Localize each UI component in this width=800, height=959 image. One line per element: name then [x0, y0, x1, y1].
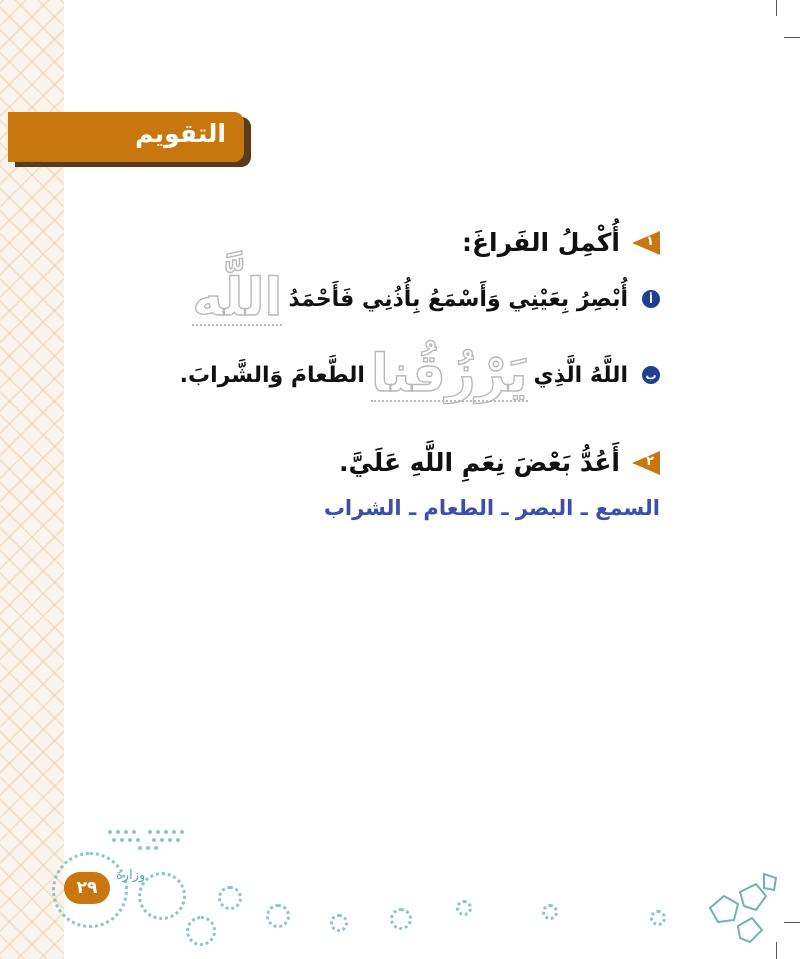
item-a-text: أُبْصِرُ بِعَيْنِي وَأَسْمَعُ بِأُذُنِي فَأَحْمَدُ: [288, 286, 628, 312]
ministry-label: وزارة: [116, 868, 146, 883]
geometric-pattern-icon: [700, 868, 780, 948]
question-1-item-a: [186, 268, 660, 328]
rosette-icon: [218, 886, 242, 910]
ministry-logo-icon: [100, 826, 200, 858]
rosette-icon: [330, 914, 348, 932]
crop-mark: [784, 922, 800, 923]
item-b-text-before: اللَّهُ الَّذِي: [533, 362, 628, 388]
item-b-text-after: الطَّعامَ وَالشَّرابَ.: [179, 362, 365, 388]
question-2-answer: [324, 496, 660, 520]
question-number: ٢: [646, 453, 654, 469]
question-number: ١: [646, 233, 654, 249]
rosette-icon: [542, 904, 558, 920]
question-1-heading: [462, 228, 660, 257]
rosette-icon: [456, 900, 472, 916]
question-1-title: أُكْمِلُ الفَراغَ:: [461, 228, 620, 257]
question-2-title: أَعُدُّ بَعْضَ نِعَمِ اللَّهِ عَلَيَّ.: [338, 448, 620, 477]
rosette-icon: [266, 904, 290, 928]
section-title: التقويم: [135, 119, 226, 148]
item-badge: أ: [642, 290, 660, 308]
rosette-icon: [650, 910, 666, 926]
handwritten-answer: السمع ـ البصر ـ الطعام ـ الشراب: [323, 496, 660, 520]
question-1-item-b: [179, 344, 660, 404]
rosette-icon: [186, 916, 216, 946]
question-2-heading: [339, 448, 660, 477]
rosette-icon: [390, 908, 412, 930]
crop-mark: [776, 0, 777, 16]
item-badge: ب: [642, 366, 660, 384]
crop-mark: [784, 37, 800, 38]
arrow-marker-icon: [632, 451, 660, 475]
page-number: ٢٩: [64, 872, 110, 904]
trace-word-allah[interactable]: اللَّه: [192, 268, 283, 328]
exercise-content: [140, 0, 660, 959]
arrow-marker-icon: [632, 231, 660, 255]
trace-word-yarzuquna[interactable]: يَرْزُقُنا: [370, 344, 528, 404]
